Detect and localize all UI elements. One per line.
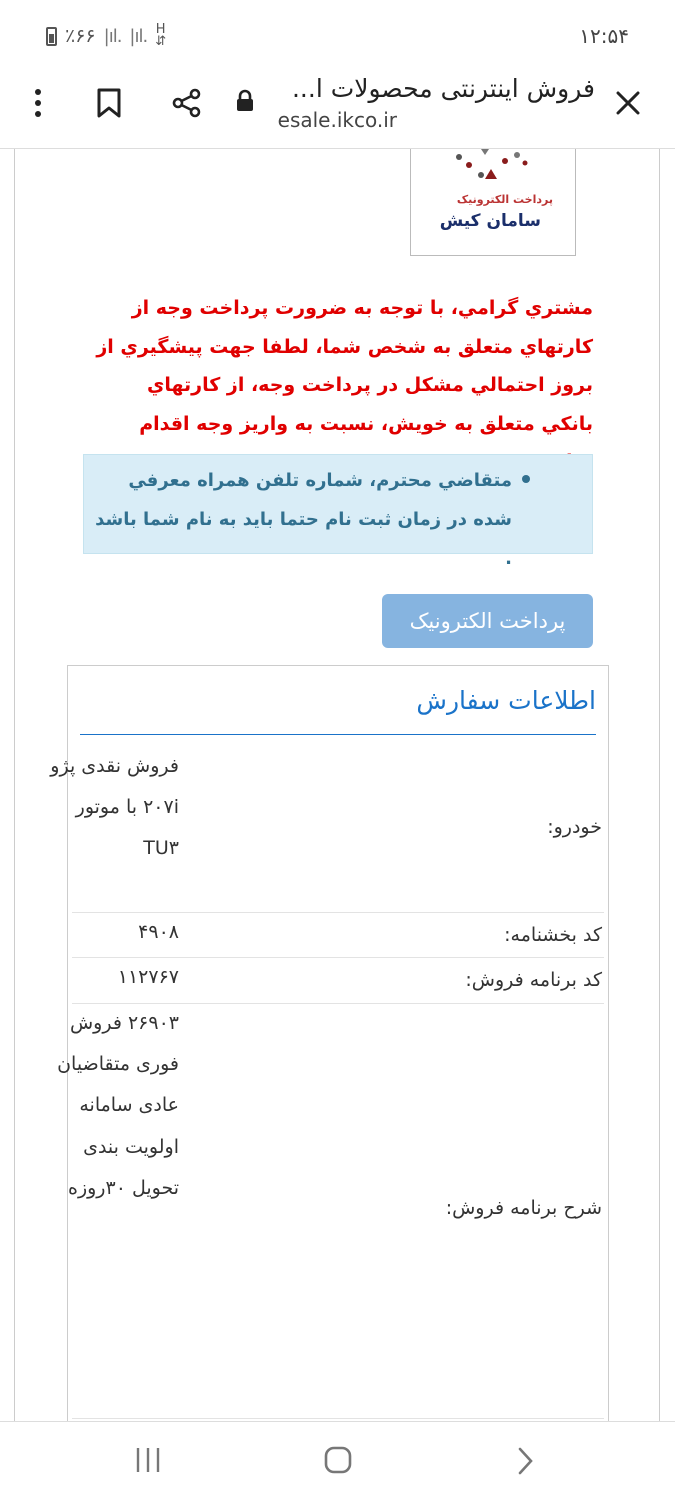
logo-title: سامان کیش [439,211,541,231]
share-icon [171,87,203,119]
close-icon [615,90,641,116]
battery-level: ٪۶۶ [65,25,96,47]
back-button[interactable] [514,1446,536,1480]
system-navigation-bar [0,1421,675,1501]
web-content [0,149,675,1421]
recent-apps-icon [133,1446,163,1474]
bullet-icon [522,475,530,483]
lock-icon[interactable] [234,88,256,118]
vehicle-value: فروش نقدی پژو ۲۰۷i با موتور TU۳ [50,755,179,860]
program-code-label: کد برنامه فروش: [465,969,602,991]
close-tab-button[interactable] [605,80,651,126]
battery-icon [46,27,57,46]
payment-warning-text: مشتري گرامي، با توجه به ضرورت پرداخت وجه از کارتهاي متعلق به شخص شما، لطفا جهت پيشگيري از بروز احتمالي مشکل در پرداخت وجه، از کارتهاي بانکي متعلق به خويش، نسبت به واريز وجه اقدام [96,297,593,435]
frame-border-right [659,149,660,1421]
chevron-right-icon [514,1446,536,1476]
recent-apps-button[interactable] [133,1446,163,1478]
network-type-icon: H ⇵ [155,22,167,49]
status-time: ۱۲:۵۴ [579,24,629,48]
order-info-panel [50,665,609,1421]
electronic-payment-button[interactable]: پرداخت الکترونیک [382,594,593,648]
bookmark-icon [96,87,122,119]
status-bar [0,0,675,70]
logo-graphic-icon [451,149,541,193]
page-url[interactable]: esale.ikco.ir [277,108,397,132]
circular-code-value: ۴۹۰۸ [138,921,179,943]
order-info-title: اطلاعات سفارش [416,686,596,715]
logo-subtitle: پرداخت الکترونیک [456,193,553,206]
more-options-button[interactable] [20,82,56,124]
status-indicators [46,24,166,48]
more-vert-icon [33,88,43,118]
home-button[interactable] [324,1446,352,1478]
share-button[interactable] [166,82,208,124]
program-description-value: ۲۶۹۰۳ فروش فوری متقاضیان عادی سامانه اولویت بندی تحویل ۳۰روزه [57,1012,179,1199]
title-divider [80,734,596,735]
bookmark-button[interactable] [88,82,130,124]
table-row-circular-code [72,912,604,958]
program-code-value: ۱۱۲۷۶۷ [117,966,179,988]
phone-notice-alert [83,454,593,569]
table-row-vehicle [50,742,604,913]
program-description-label: شرح برنامه فروش: [445,1197,602,1219]
frame-border-left [14,149,15,1421]
vehicle-label: خودرو: [547,816,602,838]
saman-kish-logo [410,149,576,256]
signal-icon-2: |ıl. [129,25,148,47]
home-icon [324,1446,352,1474]
browser-toolbar [0,70,675,149]
phone-notice-text: متقاضي محترم، شماره تلفن همراه معرفي شده در زمان ثبت نام حتما بايد به نام شما باشد . [95,470,512,569]
signal-icon: |ıl. [103,25,122,47]
page-title: فروش اینترنتی محصولات ا... [291,74,595,103]
circular-code-label: کد بخشنامه: [504,924,602,946]
table-row-program-description [57,1003,604,1419]
table-row-program-code [72,957,604,1004]
